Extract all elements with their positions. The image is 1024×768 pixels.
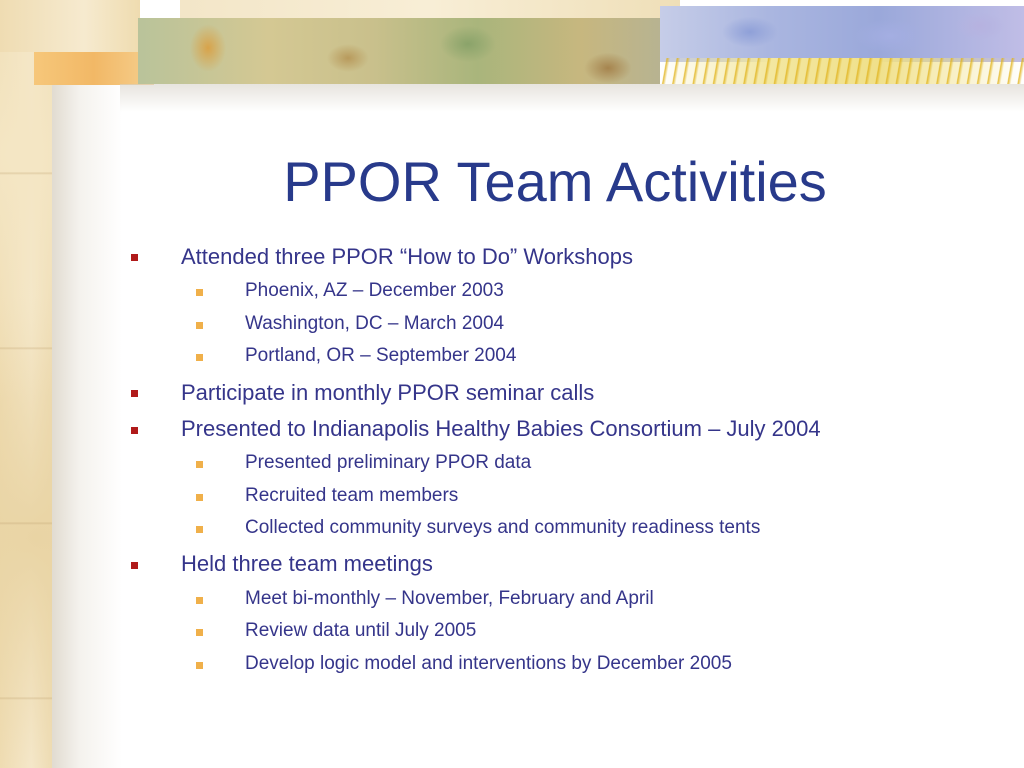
sub-list-item: Phoenix, AZ – December 2003 bbox=[245, 280, 504, 301]
sub-bullet-marker bbox=[196, 597, 203, 604]
sub-bullet-marker bbox=[196, 354, 203, 361]
list-item: Held three team meetings bbox=[181, 551, 433, 576]
sub-list-item: Collected community surveys and community readiness tents bbox=[245, 517, 761, 538]
banner-wheat-image bbox=[660, 58, 1024, 84]
left-parchment-border bbox=[0, 0, 52, 768]
sub-list-item: Recruited team members bbox=[245, 485, 459, 506]
bullet-marker bbox=[131, 562, 138, 569]
banner-leaves-image bbox=[138, 18, 660, 84]
sub-bullet-marker bbox=[196, 322, 203, 329]
sub-list-item: Review data until July 2005 bbox=[245, 620, 477, 641]
sub-bullet-marker bbox=[196, 461, 203, 468]
banner-orange-tile bbox=[34, 52, 154, 85]
sub-list-item: Presented preliminary PPOR data bbox=[245, 452, 532, 473]
top-decorative-banner bbox=[0, 0, 1024, 88]
left-border-shadow bbox=[52, 0, 122, 768]
sub-bullet-marker bbox=[196, 494, 203, 501]
slide-title: PPOR Team Activities bbox=[283, 150, 827, 213]
bullet-marker bbox=[131, 427, 138, 434]
sub-list-item: Meet bi-monthly – November, February and April bbox=[245, 588, 654, 609]
banner-parchment-tile bbox=[0, 0, 140, 52]
sub-list-item: Portland, OR – September 2004 bbox=[245, 345, 517, 366]
bullet-marker bbox=[131, 390, 138, 397]
sub-list-item: Washington, DC – March 2004 bbox=[245, 313, 505, 334]
sub-bullet-marker bbox=[196, 526, 203, 533]
banner-parchment-strip bbox=[180, 0, 680, 20]
list-item: Presented to Indianapolis Healthy Babies Consortium – July 2004 bbox=[181, 416, 821, 441]
bullet-marker bbox=[131, 254, 138, 261]
list-item: Attended three PPOR “How to Do” Workshops bbox=[181, 244, 634, 269]
list-item: Participate in monthly PPOR seminar calls bbox=[181, 380, 595, 405]
sub-list-item: Develop logic model and interventions by December 2005 bbox=[245, 653, 732, 674]
sub-bullet-marker bbox=[196, 289, 203, 296]
banner-blue-image bbox=[660, 6, 1024, 62]
banner-shadow bbox=[120, 84, 1024, 112]
sub-bullet-marker bbox=[196, 629, 203, 636]
sub-bullet-marker bbox=[196, 662, 203, 669]
